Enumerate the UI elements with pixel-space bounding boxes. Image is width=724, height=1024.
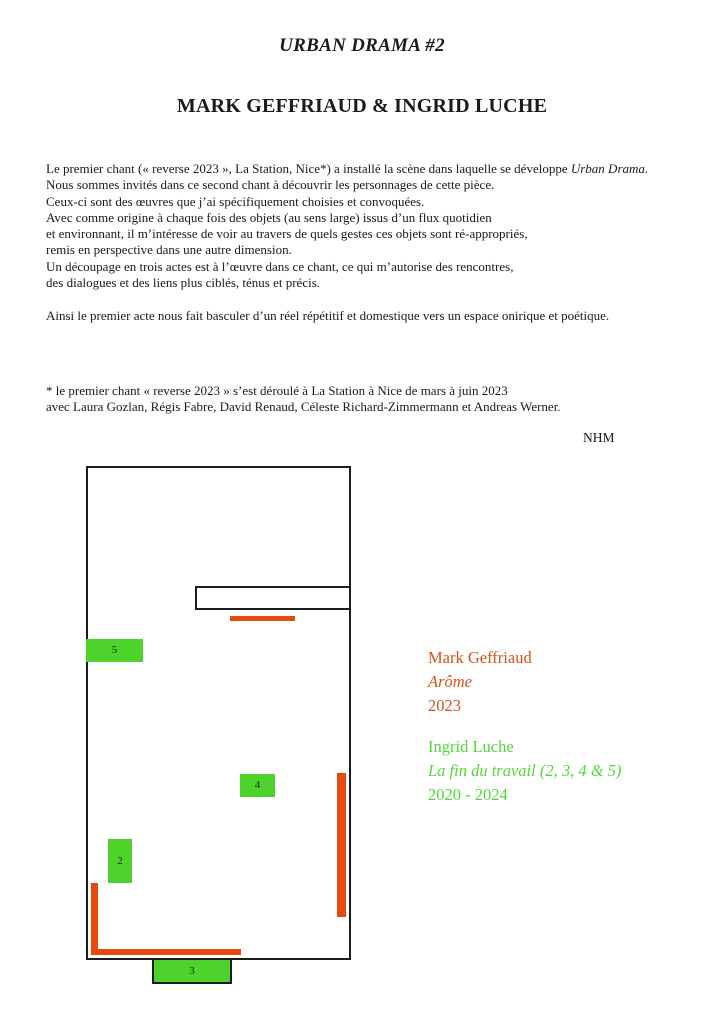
intro-paragraph: [46, 161, 704, 324]
artwork-orange-bar-right: [337, 773, 346, 917]
intro-line-8: des dialogues et des liens plus ciblés, ténus et précis.: [46, 275, 321, 291]
intro-closing-line: Ainsi le premier acte nous fait basculer d’un réel répétitif et domestique vers un espace onirique et poétique.: [46, 307, 610, 323]
intro-line-1-italic: Urban Drama.: [570, 161, 649, 176]
intro-line-5: et environnant, il m’intéresse de voir au travers de quels gestes ces objets sont ré-appropriés,: [46, 226, 528, 242]
artwork-orange-bar-top: [230, 616, 295, 621]
intro-blank-line: [46, 291, 704, 307]
artists-title: MARK GEFFRIAUD & INGRID LUCHE: [176, 95, 548, 117]
caption-luche: [428, 735, 621, 807]
intro-line-1: [46, 161, 704, 177]
artwork-marker-5-label: 5: [111, 644, 118, 656]
artwork-marker-4: [240, 774, 275, 797]
footnote: [46, 383, 704, 416]
artwork-marker-2-label: 2: [117, 854, 123, 867]
artwork-captions: [428, 646, 621, 807]
footnote-line-1: * le premier chant « reverse 2023 » s’est déroulé à La Station à Nice de mars à juin 2023: [46, 383, 508, 398]
artwork-orange-bar-bottom-horizontal: [91, 949, 241, 955]
caption-geffriaud-work: Arôme: [428, 672, 472, 691]
caption-geffriaud-year: 2023: [428, 696, 461, 715]
caption-luche-artist: Ingrid Luche: [428, 737, 514, 756]
caption-luche-work: La fin du travail (2, 3, 4 & 5): [428, 761, 622, 780]
artwork-marker-4-label: 4: [254, 779, 261, 791]
intro-line-4: Avec comme origine à chaque fois des objets (au sens large) issus d’un flux quotidien: [46, 209, 492, 225]
artwork-marker-3: [152, 958, 232, 984]
intro-line-2: Nous sommes invités dans ce second chant à découvrir les personnages de cette pièce.: [46, 177, 495, 193]
intro-line-3: Ceux-ci sont des œuvres que j’ai spécifiquement choisies et convoquées.: [46, 193, 425, 209]
footnote-line-2: avec Laura Gozlan, Régis Fabre, David Renaud, Céleste Richard-Zimmermann et Andreas Werner.: [46, 399, 561, 415]
artwork-marker-5: [86, 639, 143, 662]
caption-geffriaud: [428, 646, 621, 718]
signature-initials: NHM: [583, 430, 615, 445]
artwork-marker-2: [108, 839, 132, 883]
artwork-marker-3-label: 3: [189, 964, 195, 977]
artwork-orange-bar-left-vertical: [91, 883, 98, 955]
exhibition-title: URBAN DRAMA #2: [279, 35, 445, 56]
floor-plan-room-outline: [86, 466, 351, 960]
floor-plan-inner-wall: [195, 586, 351, 610]
caption-geffriaud-artist: Mark Geffriaud: [428, 648, 532, 667]
intro-line-7: Un découpage en trois actes est à l’œuvre dans ce chant, ce qui m’autorise des rencontres,: [46, 258, 514, 274]
intro-line-1-regular: Le premier chant (« reverse 2023 », La Station, Nice*) a installé la scène dans laquelle se développe: [46, 161, 571, 176]
intro-line-6: remis en perspective dans une autre dimension.: [46, 242, 292, 258]
caption-luche-year: 2020 - 2024: [428, 785, 508, 804]
